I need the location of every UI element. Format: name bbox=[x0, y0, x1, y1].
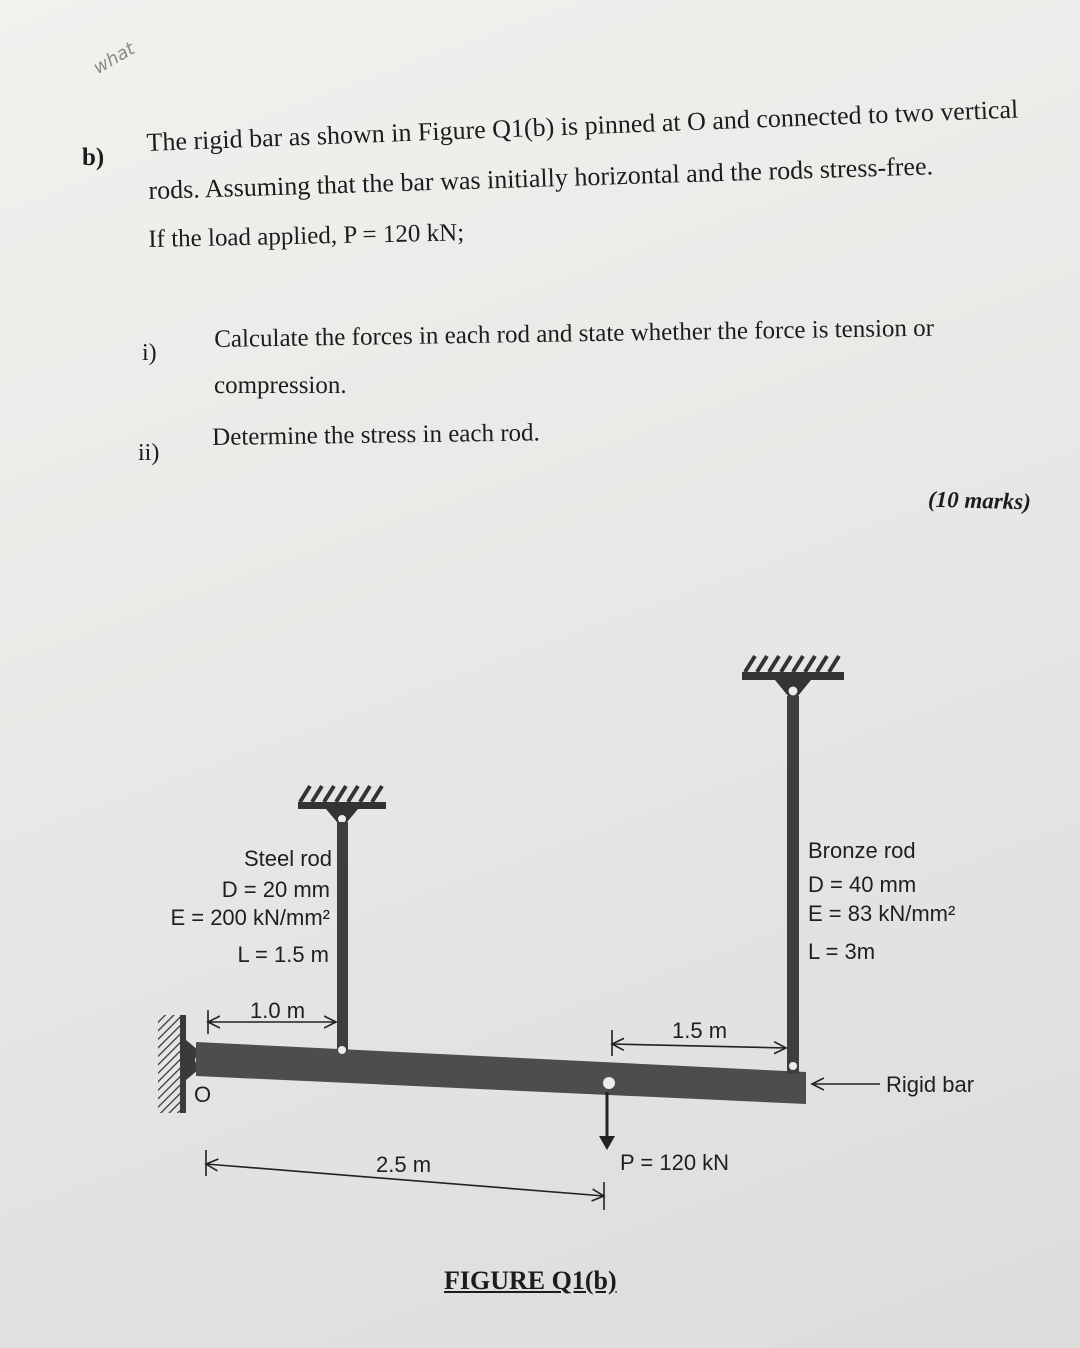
bronze-title: Bronze rod bbox=[808, 838, 916, 863]
bronze-rod-support bbox=[742, 656, 844, 702]
dim-label-load: 2.5 m bbox=[376, 1152, 432, 1177]
steel-title: Steel rod bbox=[243, 846, 332, 871]
bronze-rod bbox=[787, 696, 799, 1074]
dim-label-steel: 1.0 m bbox=[250, 998, 306, 1023]
rigid-bar bbox=[196, 1042, 806, 1104]
steel-rod-support bbox=[298, 786, 386, 828]
bronze-length: L = 3m bbox=[808, 939, 876, 964]
load-label: P = 120 kN bbox=[620, 1150, 730, 1175]
steel-modulus: E = 200 kN/mm² bbox=[170, 905, 330, 930]
dim-label-bronze: 1.5 m bbox=[672, 1018, 728, 1043]
subquestion-ii-line-1: Determine the stress in each rod. bbox=[212, 419, 541, 451]
handwritten-annotation: what bbox=[89, 38, 139, 79]
question-line-3: If the load applied, P = 120 kN; bbox=[148, 219, 465, 253]
subquestion-label-i: i) bbox=[142, 340, 157, 366]
subquestion-i-line-1: Calculate the forces in each rod and state whether the force is tension or bbox=[214, 314, 935, 353]
dim-line-bronze bbox=[612, 1044, 786, 1048]
load-point bbox=[603, 1077, 615, 1089]
question-line-2: rods. Assuming that the bar was initially horizontal and the rods stress-free. bbox=[148, 151, 934, 205]
question-line-1: The rigid bar as shown in Figure Q1(b) is pinned at O and connected to two vertical bbox=[146, 94, 1019, 157]
marks-label: (10 marks) bbox=[927, 486, 1032, 515]
subquestion-i-line-2: compression. bbox=[214, 372, 347, 399]
subquestion-label-ii: ii) bbox=[138, 440, 160, 466]
bronze-diameter: D = 40 mm bbox=[808, 872, 917, 897]
steel-diameter: D = 20 mm bbox=[221, 877, 330, 902]
pin-label-o: O bbox=[194, 1082, 212, 1107]
figure-caption: FIGURE Q1(b) bbox=[444, 1266, 617, 1295]
steel-rod bbox=[337, 822, 348, 1050]
bronze-modulus: E = 83 kN/mm² bbox=[808, 901, 956, 926]
part-label: b) bbox=[82, 144, 105, 171]
rigid-bar-label: Rigid bar bbox=[886, 1072, 975, 1097]
steel-length: L = 1.5 m bbox=[237, 942, 329, 967]
